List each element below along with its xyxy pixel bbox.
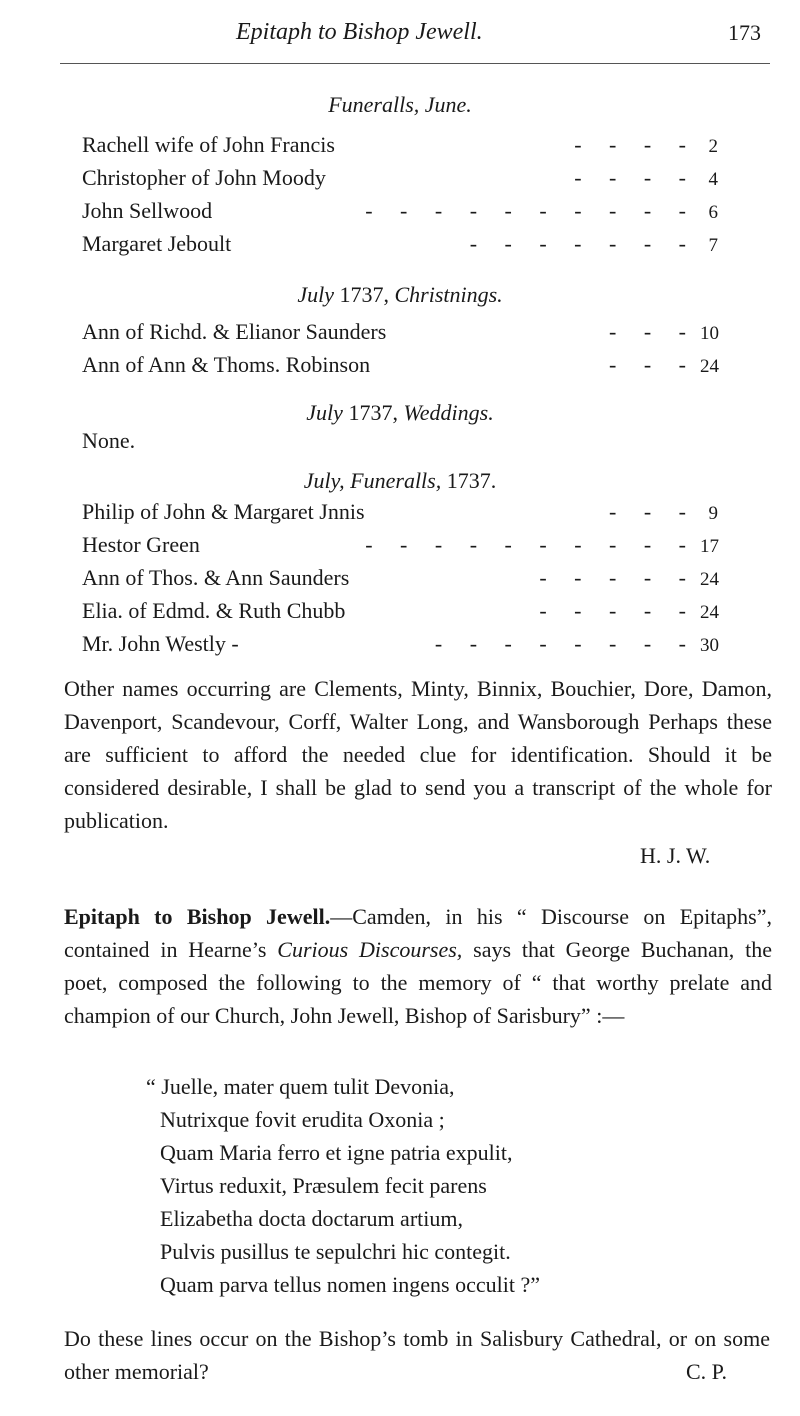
poem-line: “ Juelle, mater quem tulit Devonia, (146, 1074, 455, 1099)
register-entry (82, 633, 718, 659)
paragraph-closing (64, 1322, 770, 1388)
running-header-title: Epitaph to Bishop Jewell. (236, 19, 483, 45)
paragraph-text: —Camden, in his “ Discourse on Epitaphs”, contained in Hearne’s (64, 904, 772, 962)
entry-day: 24 (700, 569, 719, 590)
leader-dashes: - - - - - - - - (434, 631, 686, 656)
article-title: Epitaph to Bishop Jewell. (64, 904, 331, 929)
entry-day: 4 (708, 169, 718, 190)
leader-dashes: - - - (609, 352, 686, 377)
register-entry (82, 134, 718, 160)
leader-dashes: - - - (609, 319, 686, 344)
entry-name: Rachell wife of John Francis (82, 132, 335, 157)
entry-name: Hestor Green (82, 532, 200, 557)
register-entry (82, 534, 718, 560)
entry-name: Elia. of Edmd. & Ruth Chubb (82, 598, 346, 623)
heading-year: 1737, (339, 282, 389, 307)
entry-name: Christopher of John Moody (82, 165, 326, 190)
poem-line: Virtus reduxit, Præsulem fecit parens (160, 1173, 487, 1198)
entry-name: Mr. John Westly - (82, 631, 239, 656)
entry-day: 10 (700, 323, 719, 344)
poem-line: Pulvis pusillus te sepulchri hic contegit. (160, 1239, 511, 1264)
entry-day: 7 (708, 235, 718, 256)
paragraph-epitaph (64, 900, 772, 1032)
section-heading-july-christnings (0, 284, 800, 306)
register-entry (82, 321, 718, 347)
heading-text: Weddings. (403, 400, 494, 425)
heading-text: Christnings. (394, 282, 503, 307)
entry-name: Margaret Jeboult (82, 231, 232, 256)
page-number: 173 (728, 20, 761, 45)
paragraph-text: Other names occurring are Clements, Minty, Binnix, Bouchier, Dore, Damon, Davenport, Scandevour, Corff, Walter Long, and Wansborough Perhaps these are sufficient to afford the needed clue for identification. Should it be considered desirable, I shall be glad to send you a transcript of the whole for publication. (64, 676, 772, 833)
latin-poem (146, 1070, 540, 1301)
leader-dashes: - - - - - - - (469, 231, 686, 256)
none-text: None. (82, 428, 136, 453)
poem-line: Quam parva tellus nomen ingens occulit ?” (160, 1272, 540, 1297)
entry-name: Ann of Thos. & Ann Saunders (82, 565, 350, 590)
signature-hjw: H. J. W. (640, 843, 711, 868)
entry-day: 6 (708, 202, 718, 223)
signature-cp: C. P. (686, 1359, 727, 1384)
register-entry (82, 354, 718, 380)
entry-day: 24 (700, 356, 719, 377)
register-entry (82, 501, 718, 527)
heading-text: July (297, 282, 334, 307)
entry-day: 17 (700, 536, 719, 557)
leader-dashes: - - - (609, 499, 686, 524)
entry-day: 2 (708, 136, 718, 157)
entry-day: 9 (708, 503, 718, 524)
section-heading-july-weddings (0, 402, 800, 424)
register-entry (82, 567, 718, 593)
heading-year: 1737. (446, 468, 497, 493)
register-entry (82, 600, 718, 626)
entry-day: 30 (700, 635, 719, 656)
section-heading-july-funeralls (0, 470, 800, 492)
heading-text: July, Funeralls, (303, 468, 442, 493)
leader-dashes: - - - - - - - - - - (365, 198, 686, 223)
register-entry (82, 167, 718, 193)
register-entry (82, 233, 718, 259)
leader-dashes: - - - - (574, 165, 686, 190)
entry-name: John Sellwood (82, 198, 213, 223)
paragraph-text: Do these lines occur on the Bishop’s tomb in Salisbury Cathedral, or on some other memorial? (64, 1326, 770, 1384)
leader-dashes: - - - - - (539, 565, 686, 590)
poem-line: Nutrixque fovit erudita Oxonia ; (160, 1107, 445, 1132)
entry-name: Ann of Ann & Thoms. Robinson (82, 352, 371, 377)
entry-name: Ann of Richd. & Elianor Saunders (82, 319, 387, 344)
entry-name: Philip of John & Margaret Jnnis (82, 499, 365, 524)
paragraph-text: says that George Buchanan, the poet, composed the following to the memory of “ that worthy prelate and champion of our Church, John Jewell, Bishop of Sarisbury” :— (64, 937, 773, 1028)
heading-text: July (306, 400, 343, 425)
leader-dashes: - - - - - (539, 598, 686, 623)
poem-line: Elizabetha docta doctarum artium, (160, 1206, 463, 1231)
book-title: Curious Discourses, (277, 937, 463, 962)
header-rule (60, 63, 770, 64)
heading-year: 1737, (348, 400, 398, 425)
heading-text: Funeralls, June. (328, 92, 472, 117)
section-heading-funeralls-june (0, 94, 800, 116)
register-entry (82, 200, 718, 226)
entry-day: 24 (700, 602, 719, 623)
paragraph-other-names (64, 672, 772, 837)
poem-line: Quam Maria ferro et igne patria expulit, (160, 1140, 513, 1165)
leader-dashes: - - - - - - - - - - (365, 532, 686, 557)
leader-dashes: - - - - (574, 132, 686, 157)
